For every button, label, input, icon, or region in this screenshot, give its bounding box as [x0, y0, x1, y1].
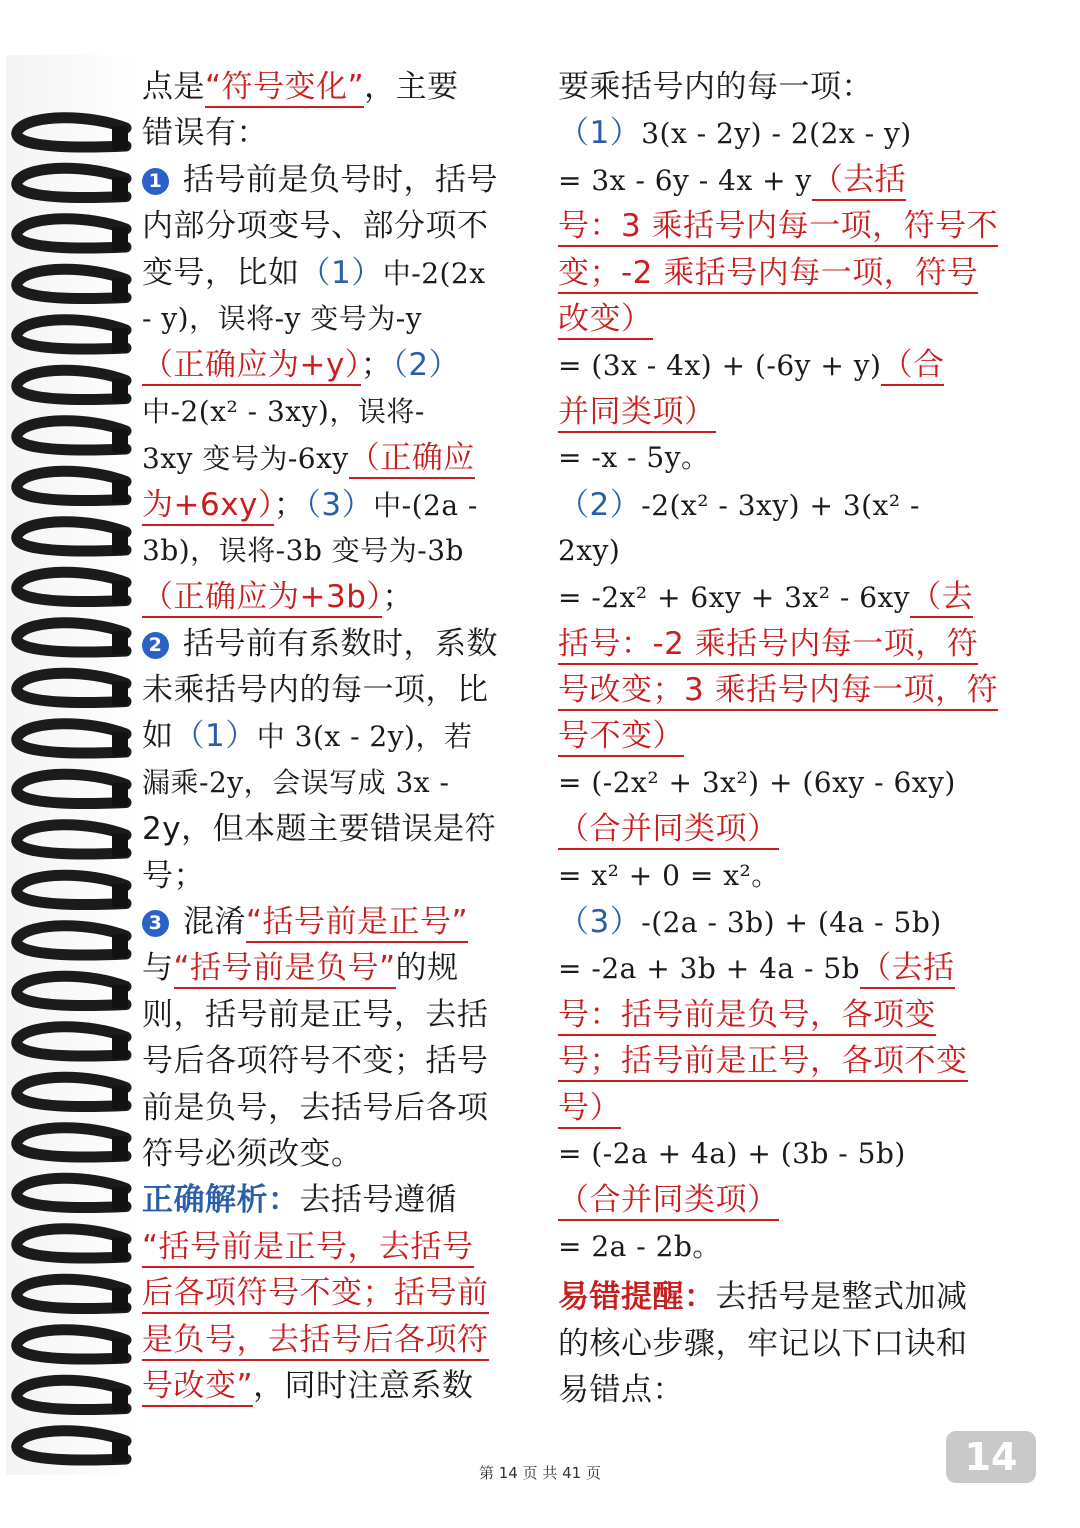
binding-hole — [112, 1187, 128, 1211]
binding-ring — [17, 1431, 126, 1460]
right-line: 号；括号前是正号，各项不变 — [558, 1038, 1020, 1084]
left-line: （正确应为+y）；（2） — [142, 342, 522, 388]
binding-ring — [17, 320, 126, 349]
binding-ring — [17, 1279, 126, 1308]
right-line: 变；-2 乘括号内每一项，符号 — [558, 250, 1020, 296]
right-line: = 3x - 6y - 4x + y（去括 — [558, 157, 1020, 203]
binding-hole — [112, 581, 128, 605]
binding-ring — [17, 774, 126, 803]
right-line: = (-2a + 4a) + (3b - 5b) — [558, 1136, 906, 1170]
binding-ring — [17, 1128, 126, 1157]
binding-hole — [112, 530, 128, 554]
left-line: 号改变”，同时注意系数 — [142, 1363, 522, 1409]
left-line: 变号，比如（1）中-2(2x — [142, 254, 486, 291]
right-line: 并同类项） — [558, 389, 1020, 435]
right-line: （2）-2(x² - 3xy) + 3(x² - — [558, 486, 920, 523]
binding-hole — [112, 177, 128, 201]
left-line: 3xy 变号为-6xy（正确应 — [142, 435, 522, 481]
binding-hole — [112, 227, 128, 251]
right-line: 号改变；3 乘括号内每一项，符 — [558, 667, 1020, 713]
number-1-icon: 1 — [142, 168, 169, 195]
left-line: 为+6xy）；（3）中-(2a - — [142, 482, 522, 528]
left-line: 号； — [142, 857, 205, 894]
right-line: 号：3 乘括号内每一项，符号不 — [558, 203, 1020, 249]
left-line: 中-2(x² - 3xy)，误将- — [142, 394, 425, 428]
binding-hole — [112, 884, 128, 908]
binding-hole — [112, 783, 128, 807]
right-line: （合并同类项） — [558, 1177, 1020, 1223]
binding-hole — [112, 480, 128, 504]
right-column — [558, 64, 1020, 1413]
right-line: 的核心步骤，牢记以下口诀和 — [558, 1325, 968, 1362]
right-line: （3）-(2a - 3b) + (4a - 5b) — [558, 904, 942, 941]
right-line: 括号：-2 乘括号内每一项，符 — [558, 621, 1020, 667]
binding-ring — [17, 825, 126, 854]
binding-ring — [17, 1380, 126, 1409]
binding-ring — [17, 1077, 126, 1106]
left-line: 错误有： — [142, 115, 268, 152]
left-line: 后各项符号不变；括号前 — [142, 1270, 522, 1316]
left-line: 2y，但本题主要错误是符 — [142, 811, 497, 848]
right-line: = (-2x² + 3x²) + (6xy - 6xy) — [558, 765, 956, 799]
binding-ring — [17, 724, 126, 753]
left-line: （正确应为+3b）； — [142, 574, 522, 620]
mistake-2: 2 括号前有系数时，系数 — [142, 621, 522, 667]
binding-ring — [17, 976, 126, 1005]
mistake-1: 1 括号前是负号时，括号 — [142, 157, 522, 203]
binding-hole — [112, 278, 128, 302]
right-line: （合并同类项） — [558, 806, 1020, 852]
binding-hole — [112, 833, 128, 857]
binding-hole — [112, 1288, 128, 1312]
binding-ring — [17, 572, 126, 601]
binding-ring — [17, 370, 126, 399]
binding-ring — [17, 623, 126, 652]
binding-hole — [112, 934, 128, 958]
binding-ring — [17, 875, 126, 904]
right-line: = (3x - 4x) + (-6y + y)（合 — [558, 342, 1020, 388]
left-column — [142, 64, 522, 1409]
binding-ring — [17, 522, 126, 551]
binding-hole — [112, 732, 128, 756]
right-line: 2xy) — [558, 533, 621, 567]
page-number-badge: 14 — [946, 1431, 1036, 1483]
binding-hole — [112, 328, 128, 352]
binding-ring — [17, 1229, 126, 1258]
left-line: 前是负号，去括号后各项 — [142, 1089, 489, 1126]
right-line: 改变） — [558, 296, 1020, 342]
right-line: = -2x² + 6xy + 3x² - 6xy（去 — [558, 574, 1020, 620]
binding-hole — [112, 631, 128, 655]
binding-ring — [17, 1330, 126, 1359]
binding-hole — [112, 1338, 128, 1362]
binding-hole — [112, 1439, 128, 1463]
number-2-icon: 2 — [142, 632, 169, 659]
left-line: 漏乘-2y，会误写成 3x - — [142, 765, 450, 799]
right-line: = x² + 0 = x²。 — [558, 858, 780, 892]
binding-hole — [112, 1237, 128, 1261]
left-line: 未乘括号内的每一项，比 — [142, 672, 489, 709]
binding-hole — [112, 429, 128, 453]
binding-hole — [112, 1035, 128, 1059]
right-line: = 2a - 2b。 — [558, 1229, 721, 1263]
binding-hole — [112, 1086, 128, 1110]
binding-ring — [17, 673, 126, 702]
right-line: 号不变） — [558, 713, 1020, 759]
left-line: 3b)，误将-3b 变号为-3b — [142, 533, 464, 567]
binding-hole — [112, 379, 128, 403]
right-line: 号：括号前是负号，各项变 — [558, 992, 1020, 1038]
correct-analysis: 正确解析：去括号遵循 — [142, 1182, 457, 1219]
left-line: “括号前是正号，去括号 — [142, 1224, 522, 1270]
right-line: （1）3(x - 2y) - 2(2x - y) — [558, 115, 912, 152]
binding-ring — [17, 471, 126, 500]
binding-hole — [112, 1389, 128, 1413]
left-line: - y)，误将-y 变号为-y — [142, 301, 423, 335]
right-line: 易错点： — [558, 1371, 684, 1408]
binding-hole — [112, 985, 128, 1009]
left-line: 如（1）中 3(x - 2y)，若 — [142, 718, 473, 755]
mistake-reminder: 易错提醒：去括号是整式加减 — [558, 1279, 968, 1316]
binding-ring — [17, 168, 126, 197]
binding-ring — [17, 269, 126, 298]
number-3-icon: 3 — [142, 910, 169, 937]
spiral-binding — [0, 0, 140, 1528]
binding-hole — [112, 1136, 128, 1160]
right-line: 要乘括号内的每一项： — [558, 69, 873, 105]
left-line: 则，括号前是正号，去括 — [142, 996, 489, 1033]
left-line: 点是“符号变化”，主要 — [142, 64, 522, 110]
page-footer: 第 14 页 共 41 页 — [478, 1464, 601, 1482]
binding-ring — [17, 1027, 126, 1056]
right-line: = -2a + 3b + 4a - 5b（去括 — [558, 945, 1020, 991]
binding-ring — [17, 421, 126, 450]
binding-hole — [112, 682, 128, 706]
binding-hole — [112, 126, 128, 150]
right-line: = -x - 5y。 — [558, 441, 710, 475]
mistake-3: 3 混淆“括号前是正号” — [142, 899, 522, 945]
left-line: 符号必须改变。 — [142, 1135, 363, 1172]
left-line: 与“括号前是负号”的规 — [142, 945, 522, 991]
left-line: 内部分项变号、部分项不 — [142, 208, 489, 245]
right-line: 号） — [558, 1085, 1020, 1131]
binding-ring — [17, 926, 126, 955]
binding-ring — [17, 219, 126, 248]
left-line: 号后各项符号不变；括号 — [142, 1043, 489, 1080]
left-line: 是负号，去括号后各项符 — [142, 1317, 522, 1363]
binding-ring — [17, 1178, 126, 1207]
binding-ring — [17, 118, 126, 147]
